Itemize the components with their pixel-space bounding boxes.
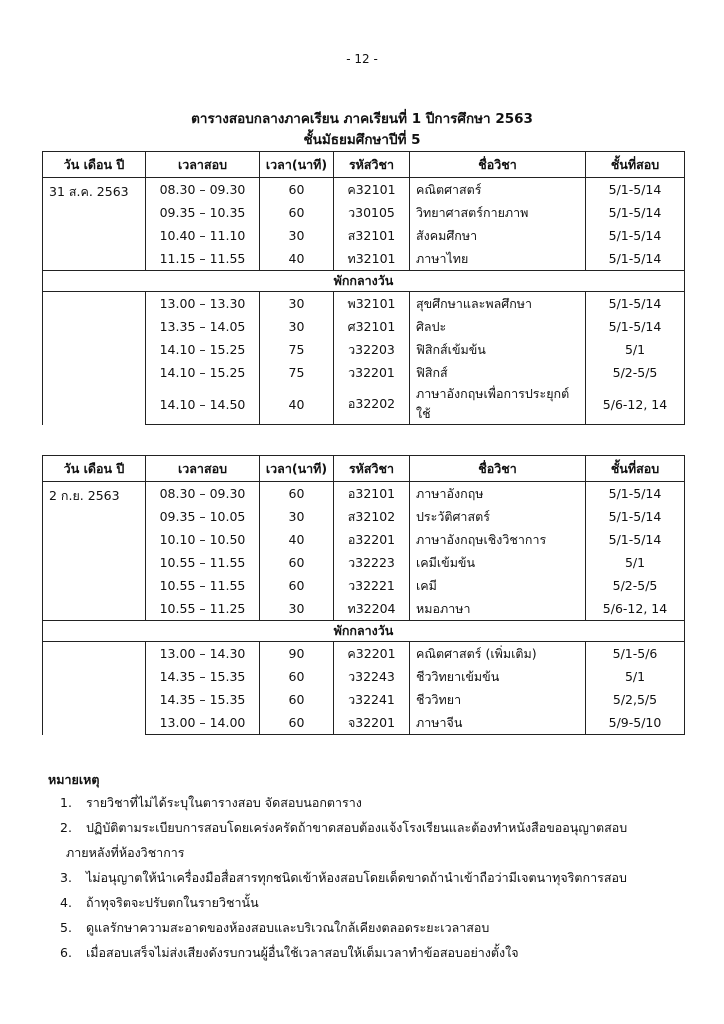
subject-name: ภาษาไทย [410,247,586,271]
subject-name: สังคมศึกษา [410,224,586,247]
notes-list [60,790,700,965]
note-item [60,940,700,965]
lunch-break-label: พักกลางวัน [43,621,685,642]
exam-duration: 60 [260,178,334,202]
header-duration: เวลา(นาที) [260,456,334,482]
exam-time: 13.00 – 14.00 [146,711,260,735]
exam-grade: 5/1-5/14 [586,247,685,271]
exam-date-empty [43,642,146,735]
exam-grade: 5/1-5/14 [586,315,685,338]
header-date: วัน เดือน ปี [43,456,146,482]
exam-time: 10.55 – 11.55 [146,551,260,574]
subject-name: ชีววิทยาเข้มข้น [410,665,586,688]
exam-time: 14.10 – 14.50 [146,384,260,425]
subject-code: ท32204 [334,597,410,621]
exam-time: 14.10 – 15.25 [146,338,260,361]
subject-code: ศ32101 [334,315,410,338]
exam-duration: 30 [260,597,334,621]
note-item [60,865,700,890]
subject-code: อ32101 [334,482,410,506]
exam-grade: 5/1-5/14 [586,201,685,224]
lunch-break-label: พักกลางวัน [43,271,685,292]
subject-code: ว32221 [334,574,410,597]
subject-code: ค32201 [334,642,410,666]
note-item [60,915,700,940]
exam-grade: 5/2-5/5 [586,361,685,384]
exam-time: 10.40 – 11.10 [146,224,260,247]
header-time: เวลาสอบ [146,152,260,178]
lunch-break-row [43,621,685,642]
header-code: รหัสวิชา [334,456,410,482]
subject-name: ภาษาอังกฤษ [410,482,586,506]
header-subject: ชื่อวิชา [410,456,586,482]
subject-name: เคมี [410,574,586,597]
exam-grade: 5/2,5/5 [586,688,685,711]
subject-code: ว32201 [334,361,410,384]
exam-grade: 5/1 [586,665,685,688]
exam-duration: 60 [260,201,334,224]
exam-duration: 60 [260,482,334,506]
exam-grade: 5/1-5/14 [586,528,685,551]
exam-duration: 40 [260,528,334,551]
subject-code: ว32223 [334,551,410,574]
exam-grade: 5/1 [586,338,685,361]
table-row [43,642,685,666]
subject-name: หมอภาษา [410,597,586,621]
exam-grade: 5/6-12, 14 [586,597,685,621]
note-item [60,815,700,865]
exam-grade: 5/1-5/14 [586,292,685,316]
exam-duration: 30 [260,315,334,338]
exam-grade: 5/6-12, 14 [586,384,685,425]
exam-grade: 5/1-5/14 [586,505,685,528]
exam-duration: 60 [260,551,334,574]
exam-date-empty [43,292,146,425]
exam-grade: 5/1-5/6 [586,642,685,666]
header-code: รหัสวิชา [334,152,410,178]
exam-table-day-2 [42,455,685,735]
subject-name: เคมีเข้มข้น [410,551,586,574]
note-number: 6. [60,945,72,960]
header-date: วัน เดือน ปี [43,152,146,178]
subject-code: ว30105 [334,201,410,224]
exam-time: 14.35 – 15.35 [146,665,260,688]
exam-duration: 75 [260,361,334,384]
note-number: 2. [60,820,72,835]
notes-title: หมายเหตุ [48,772,100,787]
exam-time: 14.35 – 15.35 [146,688,260,711]
subject-code: ค32101 [334,178,410,202]
subject-name: คณิตศาสตร์ [410,178,586,202]
subject-name: ภาษาจีน [410,711,586,735]
header-duration: เวลา(นาที) [260,152,334,178]
header-grade: ชั้นที่สอบ [586,152,685,178]
exam-date: 2 ก.ย. 2563 [43,482,146,621]
page-title: ตารางสอบกลางภาคเรียน ภาคเรียนที่ 1 ปีการศึกษา 2563 [191,111,533,127]
exam-time: 10.10 – 10.50 [146,528,260,551]
exam-time: 08.30 – 09.30 [146,482,260,506]
exam-time: 13.00 – 13.30 [146,292,260,316]
exam-grade: 5/2-5/5 [586,574,685,597]
exam-duration: 90 [260,642,334,666]
subject-name: ประวัติศาสตร์ [410,505,586,528]
subject-code: อ32201 [334,528,410,551]
header-grade: ชั้นที่สอบ [586,456,685,482]
exam-duration: 60 [260,688,334,711]
exam-duration: 30 [260,224,334,247]
exam-duration: 60 [260,574,334,597]
exam-duration: 60 [260,711,334,735]
subject-name: ภาษาอังกฤษเชิงวิชาการ [410,528,586,551]
exam-time: 09.35 – 10.05 [146,505,260,528]
note-number: 1. [60,795,72,810]
table-row [43,292,685,316]
note-number: 3. [60,870,72,885]
exam-time: 13.00 – 14.30 [146,642,260,666]
subject-code: อ32202 [334,384,410,425]
subject-name: สุขศึกษาและพลศึกษา [410,292,586,316]
page-number: - 12 - [346,52,378,66]
table-row [43,482,685,506]
exam-time: 09.35 – 10.35 [146,201,260,224]
exam-duration: 60 [260,665,334,688]
header-time: เวลาสอบ [146,456,260,482]
exam-duration: 40 [260,384,334,425]
header-subject: ชื่อวิชา [410,152,586,178]
exam-table-day-1 [42,151,685,425]
exam-date: 31 ส.ค. 2563 [43,178,146,271]
subject-name: ภาษาอังกฤษเพื่อการประยุกต์ใช้ [410,384,586,425]
exam-grade: 5/1-5/14 [586,178,685,202]
note-text: เมื่อสอบเสร็จไม่ส่งเสียงดังรบกวนผู้อื่นใช้เวลาสอบให้เต็มเวลาทำข้อสอบอย่างตั้งใจ [86,945,519,960]
note-item [60,790,700,815]
subject-name: ศิลปะ [410,315,586,338]
note-text: ไม่อนุญาตให้นำเครื่องมือสื่อสารทุกชนิดเข้าห้องสอบโดยเด็ดขาดถ้านำเข้าถือว่ามีเจตนาทุจริตการสอบ [86,870,627,885]
subject-code: ท32101 [334,247,410,271]
exam-time: 14.10 – 15.25 [146,361,260,384]
table-header-row [43,456,685,482]
note-text-continued: ภายหลังที่ห้องวิชาการ [66,845,185,860]
lunch-break-row [43,271,685,292]
exam-duration: 30 [260,292,334,316]
note-item [60,890,700,915]
subject-name: ฟิสิกส์เข้มข้น [410,338,586,361]
note-text: ปฏิบัติตามระเบียบการสอบโดยเคร่งครัดถ้าขาดสอบต้องแจ้งโรงเรียนและต้องทำหนังสือขออนุญาตสอบ [86,820,628,835]
note-text: ถ้าทุจริตจะปรับตกในรายวิชานั้น [86,895,259,910]
exam-grade: 5/1-5/14 [586,224,685,247]
subject-code: ว32203 [334,338,410,361]
page-subtitle: ชั้นมัธยมศึกษาปีที่ 5 [303,132,421,148]
subject-code: ส32102 [334,505,410,528]
subject-name: คณิตศาสตร์ (เพิ่มเติม) [410,642,586,666]
exam-duration: 30 [260,505,334,528]
table-row [43,178,685,202]
note-text: ดูแลรักษาความสะอาดของห้องสอบและบริเวณใกล้เคียงตลอดระยะเวลาสอบ [86,920,490,935]
subject-name: ฟิสิกส์ [410,361,586,384]
subject-code: ว32241 [334,688,410,711]
subject-name: ชีววิทยา [410,688,586,711]
subject-code: จ32201 [334,711,410,735]
exam-time: 10.55 – 11.55 [146,574,260,597]
subject-code: ว32243 [334,665,410,688]
exam-duration: 75 [260,338,334,361]
exam-grade: 5/9-5/10 [586,711,685,735]
subject-code: พ32101 [334,292,410,316]
note-text: รายวิชาที่ไม่ได้ระบุในตารางสอบ จัดสอบนอกตาราง [86,795,362,810]
note-number: 5. [60,920,72,935]
subject-code: ส32101 [334,224,410,247]
exam-time: 11.15 – 11.55 [146,247,260,271]
exam-time: 13.35 – 14.05 [146,315,260,338]
exam-duration: 40 [260,247,334,271]
subject-name: วิทยาศาสตร์กายภาพ [410,201,586,224]
exam-time: 10.55 – 11.25 [146,597,260,621]
exam-time: 08.30 – 09.30 [146,178,260,202]
exam-grade: 5/1 [586,551,685,574]
table-header-row [43,152,685,178]
note-number: 4. [60,895,72,910]
exam-grade: 5/1-5/14 [586,482,685,506]
